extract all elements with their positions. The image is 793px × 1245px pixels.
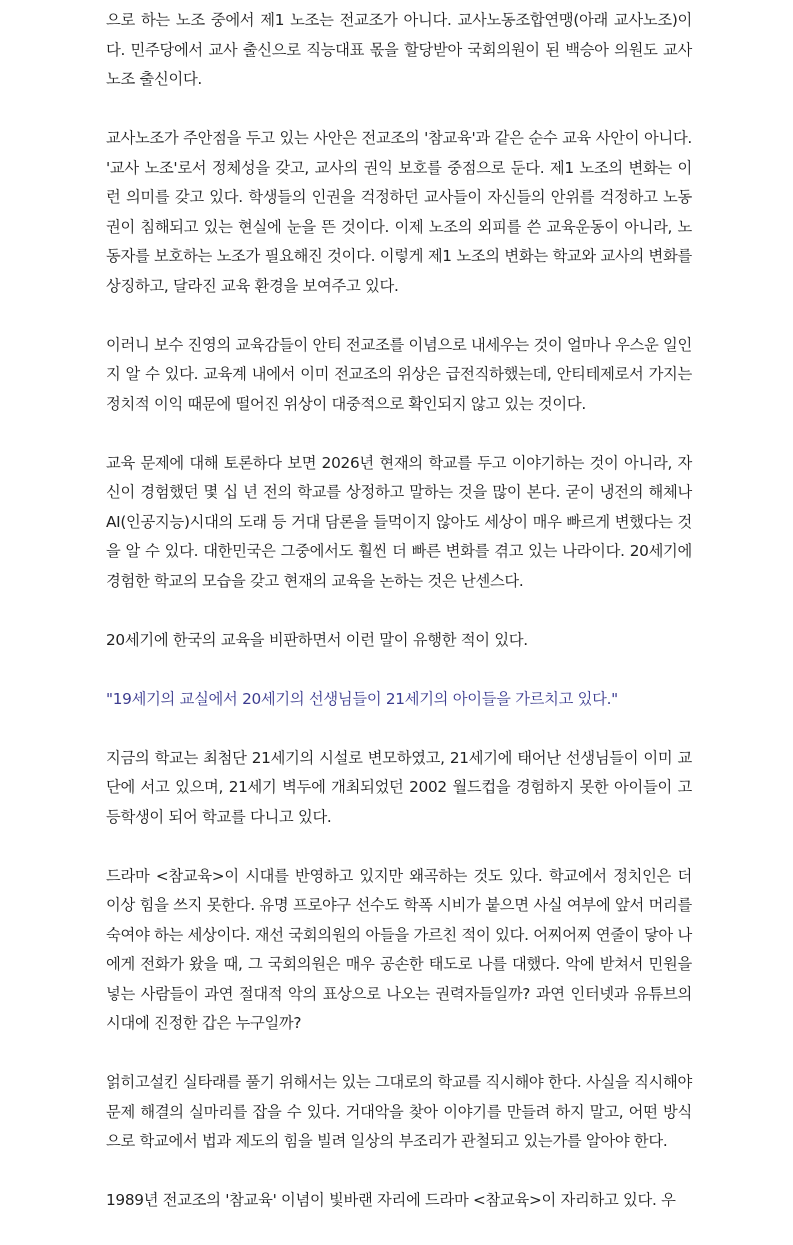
paragraph: 20세기에 한국의 교육을 비판하면서 이런 말이 유행한 적이 있다. — [106, 630, 528, 649]
paragraph: 지금의 학교는 최첨단 21세기의 시설로 변모하였고, 21세기에 태어난 선생님들이 이미 교단에 서고 있으며, 21세기 벽두에 개최되었던 2002 월드컵을 경험하지 못한 아이들이 고등학생이 되어 학교를 다니고 있다. — [106, 748, 692, 826]
paragraph: 이러니 보수 진영의 교육감들이 안티 전교조를 이념으로 내세우는 것이 얼마나 우스운 일인지 알 수 있다. 교육계 내에서 이미 전교조의 위상은 급전직하했는데, 안티테제로서 가지는 정치적 이익 때문에 떨어진 위상이 대중적으로 확인되지 않고 있는 것이다. — [106, 335, 692, 413]
paragraph: 1989년 전교조의 '참교육' 이념이 빛바랜 자리에 드라마 <참교육>이 자리하고 있다. 우 — [106, 1191, 676, 1209]
paragraph: 드라마 <참교육>이 시대를 반영하고 있지만 왜곡하는 것도 있다. 학교에서 정치인은 더 이상 힘을 쓰지 못한다. 유명 프로야구 선수도 학폭 시비가 붙으면 사실 여부에 앞서 머리를 숙여야 하는 세상이다. 재선 국회의원의 아들을 가르친 적이 있다. 어찌어찌 연줄이 닿아 나에게 전화가 왔을 때, 그 국회의원은 매우 공손한 태도로 나를 대했다. 악에 받쳐서 민원을 넣는 사람들이 과연 절대적 악의 표상으로 나오는 권력자들일까? 과연 인터넷과 유튜브의 시대에 진정한 갑은 누구일까? — [106, 866, 692, 1032]
quote-paragraph: "19세기의 교실에서 20세기의 선생님들이 21세기의 아이들을 가르치고 있다." — [106, 689, 618, 708]
article-body — [106, 6, 692, 1245]
paragraph: 교사노조가 주안점을 두고 있는 사안은 전교조의 '참교육'과 같은 순수 교육 사안이 아니다. '교사 노조'로서 정체성을 갖고, 교사의 권익 보호를 중점으로 둔다. 제1 노조의 변화는 이런 의미를 갖고 있다. 학생들의 인권을 걱정하던 교사들이 자신들의 안위를 걱정하고 노동권이 침해되고 있는 현실에 눈을 뜬 것이다. 이제 노조의 외피를 쓴 교육운동이 아니라, 노동자를 보호하는 노조가 필요해진 것이다. 이렇게 제1 노조의 변화는 학교와 교사의 변화를 상징하고, 달라진 교육 환경을 보여주고 있다. — [106, 129, 692, 295]
paragraph: 교육 문제에 대해 토론하다 보면 2026년 현재의 학교를 두고 이야기하는 것이 아니라, 자신이 경험했던 몇 십 년 전의 학교를 상정하고 말하는 것을 많이 본다. 굳이 냉전의 해체나 AI(인공지능)시대의 도래 등 거대 담론을 들먹이지 않아도 세상이 매우 빠르게 변했다는 것을 알 수 있다. 대한민국은 그중에서도 훨씬 더 빠른 변화를 겪고 있는 나라이다. 20세기에 경험한 학교의 모습을 갖고 현재의 교육을 논하는 것은 난센스다. — [106, 453, 692, 590]
paragraph: 얽히고설킨 실타래를 풀기 위해서는 있는 그대로의 학교를 직시해야 한다. 사실을 직시해야 문제 해결의 실마리를 잡을 수 있다. 거대악을 찾아 이야기를 만들려 하지 말고, 어떤 방식으로 학교에서 법과 제도의 힘을 빌려 일상의 부조리가 관철되고 있는가를 알아야 한다. — [106, 1073, 692, 1150]
paragraph: 으로 하는 노조 중에서 제1 노조는 전교조가 아니다. 교사노동조합연맹(아래 교사노조)이다. 민주당에서 교사 출신으로 직능대표 몫을 할당받아 국회의원이 된 백승아 의원도 교사노조 출신이다. — [106, 11, 692, 88]
